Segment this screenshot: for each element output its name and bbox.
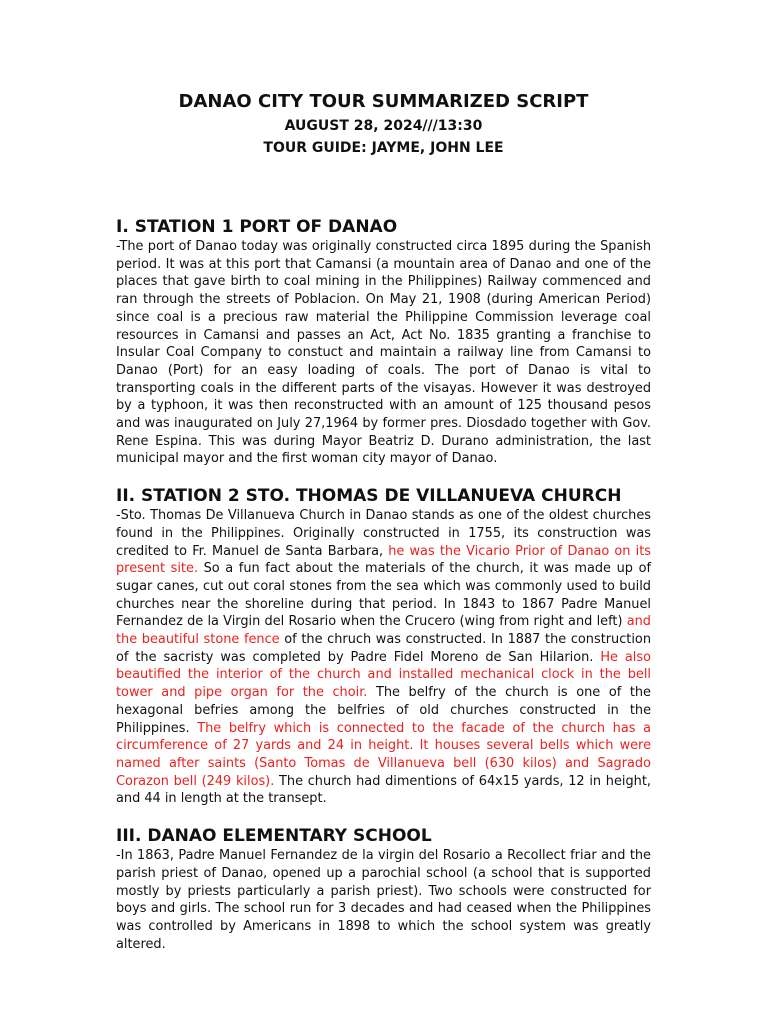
section-body-port-of-danao [116, 238, 651, 468]
section-heading-port-of-danao: I. STATION 1 PORT OF DANAO [116, 217, 398, 237]
highlighted-text-segment: The belfry which is connected to the facade of the church has a circumference of 27 yards and 24 in height. It houses several bells which were named after saints (Santo Tomas de Villanueva bell (630 kilos) and Sagrado Corazon bell (249 kilos). [116, 720, 651, 789]
section-body-church [116, 507, 651, 808]
text-segment: -In 1863, Padre Manuel Fernandez de la virgin del Rosario a Recollect friar and the parish priest of Danao, opened up a parochial school (a school that is supported mostly by priests particularly a parish priest). Two schools were constructed for boys and girls. The school run for 3 decades and had ceased when the Philippines was controlled by Americans in 1898 to which the school system was greatly altered. [116, 848, 651, 952]
text-segment: The church had dimentions of 64x15 yards, 12 in height, and 44 in length at the transept. [116, 773, 651, 807]
section-heading-church: II. STATION 2 STO. THOMAS DE VILLANUEVA CHURCH [116, 486, 622, 507]
document-page [116, 0, 651, 953]
highlighted-text-segment: he was the Vicario Prior of Danao on its present site. [116, 543, 651, 577]
tour-date: AUGUST 28, 2024///13:30 [284, 118, 483, 134]
section-heading-elementary-school: III. DANAO ELEMENTARY SCHOOL [116, 826, 432, 847]
section-body-elementary-school [116, 847, 651, 953]
text-segment: -Sto. Thomas De Villanueva Church in Danao stands as one of the oldest churches found in the Philippines. Originally constructed in 1755, its construction was credited to Fr. Manuel de Santa Barbara, [116, 508, 651, 559]
highlighted-text-segment: and the beautiful stone fence [116, 614, 651, 648]
tour-guide: TOUR GUIDE: JAYME, JOHN LEE [263, 140, 504, 156]
text-segment: So a fun fact about the materials of the church, it was made up of sugar canes, cut out coral stones from the sea which was commonly used to build churches near the shoreline during that period. In 1843 to 1867 Padre Manuel Fernandez de la Virgin del Rosario when the Crucero (wing from right and left) [116, 561, 651, 630]
text-segment: of the chruch was constructed. In 1887 the construction of the sacristy was completed by Padre Fidel Moreno de San Hilarion. [116, 632, 651, 665]
highlighted-text-segment: He also beautified the interior of the church and installed mechanical clock in the bell tower and pipe organ for the choir. [116, 649, 651, 701]
text-segment: The belfry of the church is one of the hexagonal befries among the belfries of old churches constructed in the Philippines. [116, 685, 651, 736]
document-title: DANAO CITY TOUR SUMMARIZED SCRIPT [178, 91, 589, 112]
text-segment: -The port of Danao today was originally constructed circa 1895 during the Spanish period. It was at this port that Camansi (a mountain area of Danao and one of the places that gave birth to coal mining in the Philippines) Railway commenced and ran through the streets of Poblacion. On May 21, 1908 (during American Period) since coal is a precious raw material the Philippine Commission leverage coal resources in Camansi and passes an Act, Act No. 1835 granting a franchise to Insular Coal Company to constuct and maintain a railway line from Camansi to Danao (Port) for an easy loading of coals. The port of Danao is vital to transporting coals in the different parts of the visayas. However it was destroyed by a typhoon, it was then reconstructed with an amount of 125 thousand pesos and was inaugurated on July 27,1964 by former pres. Diosdado together with Gov. Rene Espina. This was during Mayor Beatriz D. Durano administration, the last municipal mayor and the first woman city mayor of Danao. [116, 239, 651, 467]
